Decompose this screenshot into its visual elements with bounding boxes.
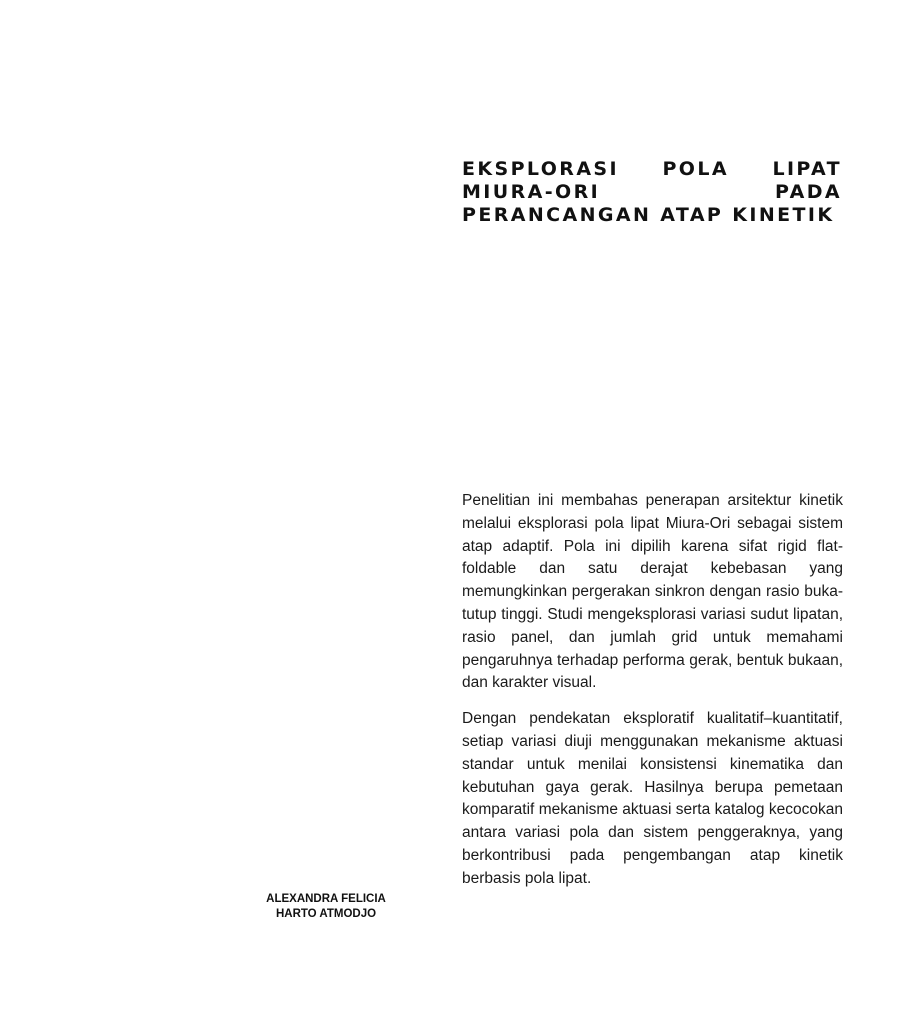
abstract-paragraph-1: Penelitian ini membahas penerapan arsitektur kinetik melalui eksplorasi pola lipat Miura-Ori sebagai sistem atap adaptif. Pola ini dipilih karena sifat rigid flat-foldable dan satu derajat kebebasan yang memungkinkan pergerakan sinkron dengan rasio buka-tutup tinggi. Studi mengeksplorasi variasi sudut lipatan, rasio panel, dan jumlah grid untuk memahami pengaruhnya terhadap performa gerak, bentuk bukaan, dan karakter visual. xyxy=(462,492,843,692)
author-name xyxy=(250,892,402,922)
author-name-line-2: HARTO ATMODJO xyxy=(275,908,377,920)
abstract-paragraph-2: Dengan pendekatan eksploratif kualitatif–kuantitatif, setiap variasi diuji menggunakan mekanisme aktuasi standar untuk menilai konsistensi kinematika dan kebutuhan gaya gerak. Hasilnya berupa pemetaan komparatif mekanisme aktuasi serta katalog kecocokan antara variasi pola dan sistem penggeraknya, yang berkontribusi pada pengembangan atap kinetik berbasis pola lipat. xyxy=(462,710,843,887)
document-title: EKSPLORASI POLA LIPAT MIURA-ORI PADA PERANCANGAN ATAP KINETIK xyxy=(462,158,842,226)
author-name-line-1: ALEXANDRA FELICIA xyxy=(266,893,386,905)
abstract-body xyxy=(462,490,843,904)
